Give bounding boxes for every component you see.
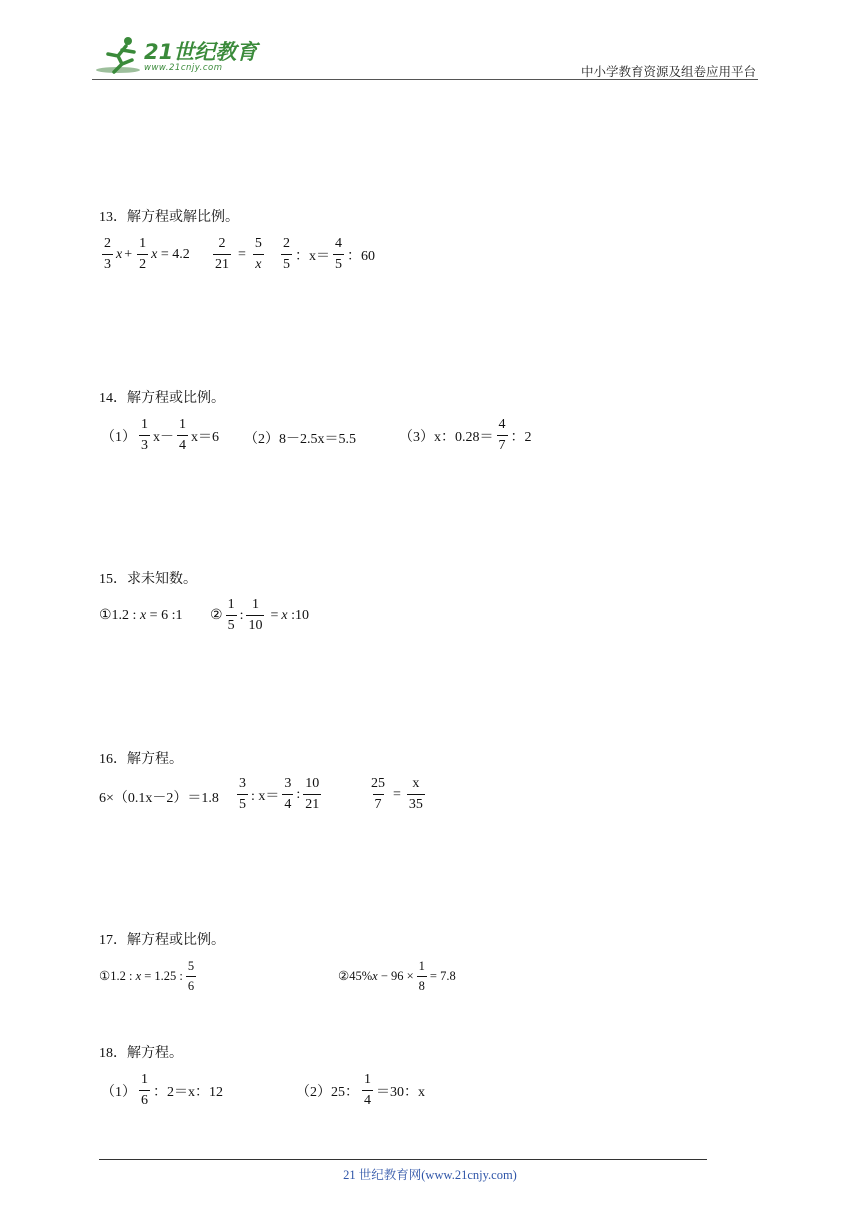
problem-18-title: 18．解方程。	[99, 1046, 183, 1061]
logo-text: 21世纪教育	[144, 40, 258, 64]
problem-16-eq-1: 6×（0.1x－2）＝1.8	[99, 791, 219, 806]
problem-17-eq-2: ②45% x − 96 × $\frac{1}{8}$ = 7.8	[338, 959, 456, 993]
problem-18-eq-1: （1） $\frac{1}{6}$ ：2＝x：12	[101, 1072, 223, 1108]
footer-divider	[99, 1159, 707, 1160]
problem-14-eq-3: （3）x：0.28＝ $\frac{4}{7}$ ：2	[399, 417, 532, 453]
problem-14-eq-2: （2）8－2.5x＝5.5	[244, 432, 356, 447]
problem-13-eq-c: $\frac{2}{5}$ ：x＝ $\frac{4}{5}$ ：60	[283, 236, 375, 272]
problem-13-eq-b: $\frac{2}{21}$ = $\frac{5}{x}$	[215, 236, 262, 272]
problem-18-eq-2: （2）25： $\frac{1}{4}$ ＝30：x	[296, 1072, 425, 1108]
problem-15-title: 15．求未知数。	[99, 572, 197, 587]
site-logo	[92, 34, 262, 80]
problem-16-eq-2: $\frac{3}{5}$ : x＝ $\frac{3}{4}$ : $\frac{10}{21}$	[239, 776, 320, 812]
problem-16-title: 16．解方程。	[99, 752, 183, 767]
header-platform-text: 中小学教育资源及组卷应用平台	[580, 65, 756, 79]
problem-15-eq-2: ② $\frac{1}{5}$ : $\frac{1}{10}$ = x :10	[210, 597, 309, 633]
problem-16-eq-3: $\frac{25}{7}$ = $\frac{x}{35}$	[371, 776, 423, 812]
problem-17-title: 17．解方程或比例。	[99, 933, 225, 948]
problem-17-eq-1: ①1.2 : x = 1.25 : $\frac{5}{6}$	[99, 959, 195, 993]
header-divider	[92, 79, 758, 80]
problem-13-title: 13．解方程或解比例。	[99, 210, 239, 225]
problem-14-eq-1: （1） $\frac{1}{3}$ x－ $\frac{1}{4}$ x＝6	[101, 417, 219, 453]
problem-15-eq-1: ①1.2 : x = 6 :1	[99, 607, 183, 623]
problem-13-eq-a: $\frac{2}{3}$ x + $\frac{1}{2}$ x = 4.2	[104, 236, 190, 272]
footer-link[interactable]: 21 世纪教育网(www.21cnjy.com)	[343, 1168, 517, 1182]
problem-14-title: 14．解方程或比例。	[99, 391, 225, 406]
logo-url: www.21cnjy.com	[144, 63, 223, 73]
